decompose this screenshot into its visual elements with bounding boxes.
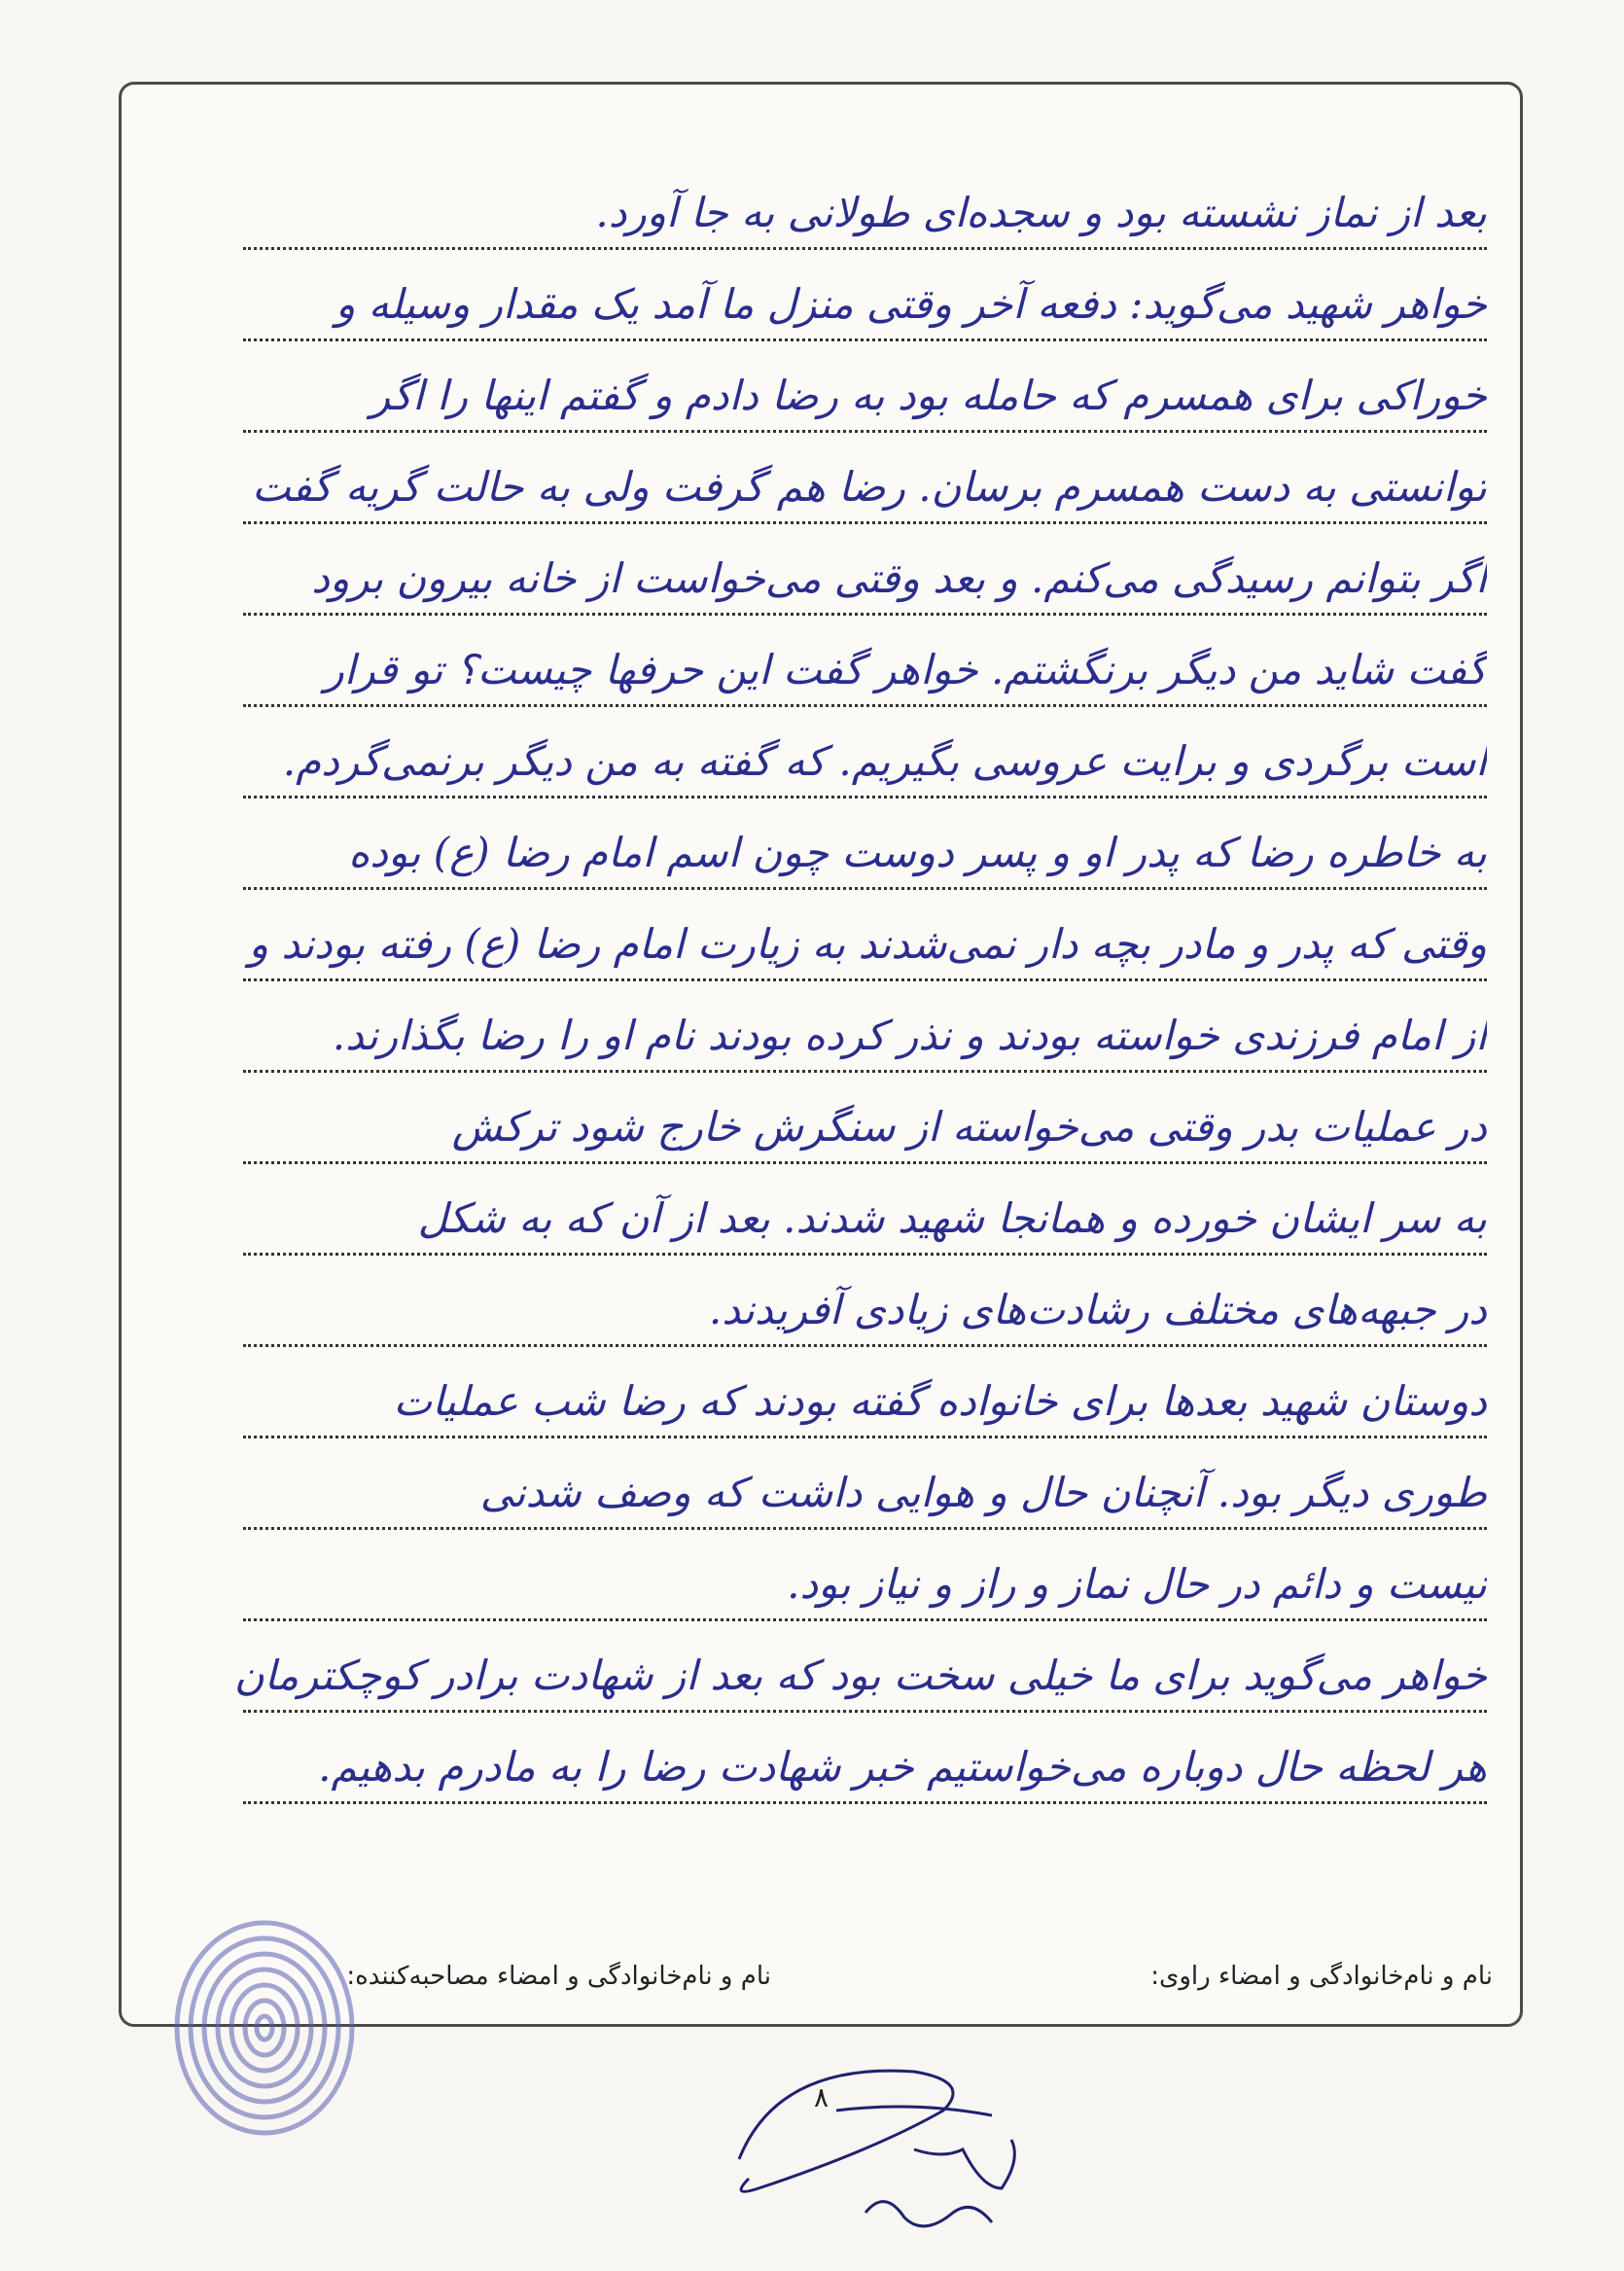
text-line — [151, 1631, 1487, 1717]
line-text: بعد از نماز نشسته بود و سجده‌ای طولانی به جا آورد. — [595, 189, 1487, 236]
text-line — [151, 1082, 1487, 1168]
line-text: در جبهه‌های مختلف رشادت‌های زیادی آفریدند. — [708, 1286, 1487, 1333]
text-line — [151, 1357, 1487, 1442]
line-text: اگر بتوانم رسیدگی می‌کنم. و بعد وقتی می‌خواست از خانه بیرون برود — [311, 554, 1487, 602]
line-text: خوراکی برای همسرم که حامله بود به رضا دادم و گفتم اینها را اگر — [370, 372, 1487, 419]
text-line — [151, 1540, 1487, 1625]
line-text: به خاطره رضا که پدر او و پسر دوست چون اسم امام رضا (ع) بوده — [348, 829, 1487, 876]
text-line — [151, 1448, 1487, 1534]
text-line — [151, 808, 1487, 894]
line-text: گفت شاید من دیگر برنگشتم. خواهر گفت این حرفها چیست؟ تو قرار — [324, 646, 1487, 693]
line-text: در عملیات بدر وقتی می‌خواسته از سنگرش خارج شود ترکش — [451, 1103, 1487, 1151]
text-line — [151, 900, 1487, 985]
line-text: خواهر شهید می‌گوید: دفعه آخر وقتی منزل ما آمد یک مقدار وسیله و — [335, 280, 1487, 328]
line-text: وقتی که پدر و مادر بچه دار نمی‌شدند به زیارت امام رضا (ع) رفته بودند و — [248, 920, 1487, 968]
text-line — [151, 534, 1487, 620]
line-text: طوری دیگر بود. آنچنان حال و هوایی داشت که وصف شدنی — [479, 1469, 1487, 1516]
text-line — [151, 1174, 1487, 1260]
text-line — [151, 443, 1487, 528]
fingerprint-icon — [167, 1916, 362, 2140]
line-text: دوستان شهید بعدها برای خانواده گفته بودند که رضا شب عملیات — [393, 1377, 1487, 1425]
signature-icon — [720, 2042, 1041, 2256]
handwritten-lines — [122, 85, 1520, 2024]
line-text: هر لحظه حال دوباره می‌خواستیم خبر شهادت رضا را به مادرم بدهیم. — [318, 1743, 1487, 1791]
text-line — [151, 260, 1487, 345]
text-line — [151, 351, 1487, 437]
narrator-signature-label: نام و نام‌خانوادگی و امضاء راوی: — [1150, 1962, 1493, 1991]
line-text: به سر ایشان خورده و همانجا شهید شدند. بعد از آن که به شکل — [417, 1194, 1487, 1242]
text-line — [151, 625, 1487, 711]
line-text: نیست و دائم در حال نماز و راز و نیاز بود. — [787, 1560, 1487, 1608]
text-line — [151, 991, 1487, 1077]
text-line — [151, 1265, 1487, 1351]
interviewer-signature-label: نام و نام‌خانوادگی و امضاء مصاحبه‌کننده: — [346, 1962, 771, 1991]
line-text: است برگردی و برایت عروسی بگیریم. که گفته به من دیگر برنمی‌گردم. — [282, 737, 1487, 785]
text-line — [151, 168, 1487, 254]
line-text: توانستی به دست همسرم برسان. رضا هم گرفت ولی به حالت گریه گفت — [252, 463, 1487, 511]
interview-sheet — [119, 82, 1523, 2027]
text-line — [151, 1722, 1487, 1808]
line-text: خواهر می‌گوید برای ما خیلی سخت بود که بعد از شهادت برادر کوچکترمان — [233, 1651, 1487, 1699]
page-number: ۸ — [814, 2081, 830, 2113]
text-line — [151, 717, 1487, 802]
line-text: از امام فرزندی خواسته بودند و نذر کرده بودند نام او را رضا بگذارند. — [332, 1011, 1487, 1059]
